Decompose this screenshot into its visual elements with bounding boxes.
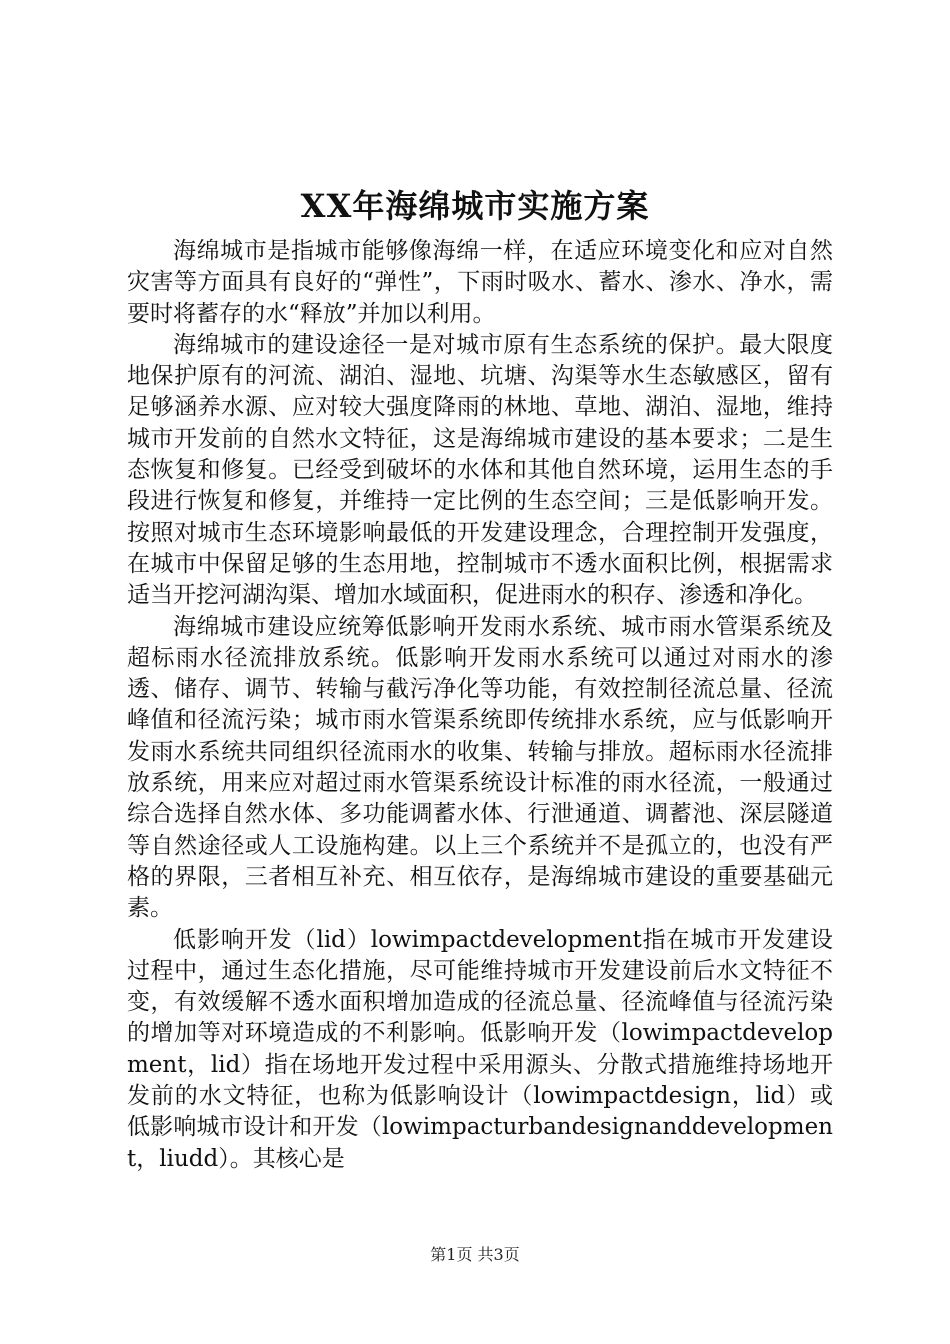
document-body	[127, 236, 833, 1175]
document-title: XX年海绵城市实施方案	[300, 187, 650, 225]
paragraph-systems: 海绵城市建设应统筹低影响开发雨水系统、城市雨水管渠系统及超标雨水径流排放系统。低影响开发雨水系统可以通过对雨水的渗透、储存、调节、转输与截污净化等功能，有效控制径流总量、径流峰值和径流污染；城市雨水管渠系统即传统排水系统，应与低影响开发雨水系统共同组织径流雨水的收集、转输与排放。超标雨水径流排放系统，用来应对超过雨水管渠系统设计标准的雨水径流，一般通过综合选择自然水体、多功能调蓄水体、行泄通道、调蓄池、深层隧道等自然途径或人工设施构建。以上三个系统并不是孤立的，也没有严格的界限，三者相互补充、相互依存，是海绵城市建设的重要基础元素。	[127, 613, 833, 922]
paragraph-definition: 海绵城市是指城市能够像海绵一样，在适应环境变化和应对自然灾害等方面具有良好的“弹性”，下雨时吸水、蓄水、渗水、净水，需要时将蓄存的水“释放”并加以利用。	[127, 238, 833, 327]
page-footer: 第1页 共3页	[430, 1245, 520, 1264]
paragraph-low-impact-development: 低影响开发（lid）lowimpactdevelopment指在城市开发建设过程中，通过生态化措施，尽可能维持城市开发建设前后水文特征不变，有效缓解不透水面积增加造成的径流总量、径流峰值与径流污染的增加等对环境造成的不利影响。低影响开发（lowimpactdevelopment，lid）指在场地开发过程中采用源头、分散式措施维持场地开发前的水文特征，也称为低影响设计（lowimpactdesign，lid）或低影响城市设计和开发（lowimpacturbandesignanddevelopment，liudd）。其核心是	[127, 926, 833, 1172]
paragraph-construction-approach: 海绵城市的建设途径一是对城市原有生态系统的保护。最大限度地保护原有的河流、湖泊、湿地、坑塘、沟渠等水生态敏感区，留有足够涵养水源、应对较大强度降雨的林地、草地、湖泊、湿地，维持城市开发前的自然水文特征，这是海绵城市建设的基本要求；二是生态恢复和修复。已经受到破坏的水体和其他自然环境，运用生态的手段进行恢复和修复，并维持一定比例的生态空间；三是低影响开发。按照对城市生态环境影响最低的开发建设理念，合理控制开发强度，在城市中保留足够的生态用地，控制城市不透水面积比例，根据需求适当开挖河湖沟渠、增加水域面积，促进雨水的积存、渗透和净化。	[127, 331, 833, 609]
